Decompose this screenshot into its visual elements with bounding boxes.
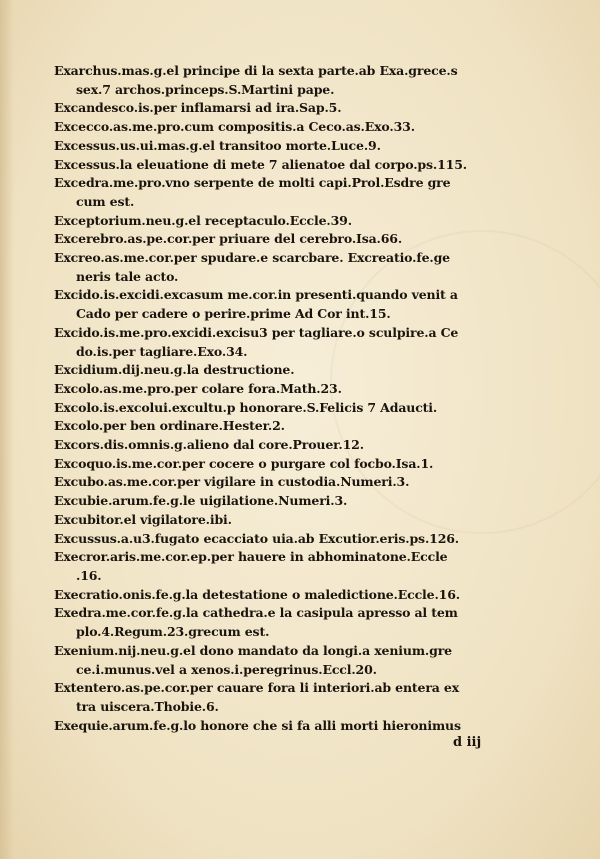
dictionary-entry-line: Excreo.as.me.cor.per spudare.e scarcbare. Excreatio.fe.ge (54, 250, 450, 266)
entry-continuation-line: neris tale acto. (76, 268, 179, 284)
entry-continuation-line: tra uiscera.Thobie.6. (76, 698, 219, 714)
dictionary-entry-line: Excors.dis.omnis.g.alieno dal core.Prouer.12. (54, 437, 364, 453)
dictionary-entry-line: Excecco.as.me.pro.cum compositis.a Ceco.as.Exo.33. (54, 119, 415, 135)
dictionary-entry-line: Extentero.as.pe.cor.per cauare fora li interiori.ab entera ex (54, 680, 460, 696)
dictionary-text-block (54, 62, 502, 735)
page-edge-stain (0, 0, 14, 859)
entry-continuation-line: cum est. (76, 193, 135, 209)
dictionary-entry-line: Execratio.onis.fe.g.la detestatione o maledictione.Eccle.16. (54, 586, 460, 602)
dictionary-entry-line: Excussus.a.u3.fugato ecacciato uia.ab Excutior.eris.ps.126. (54, 530, 459, 546)
dictionary-entry-line: Excolo.as.me.pro.per colare fora.Math.23. (54, 380, 342, 396)
dictionary-entry-line: Excedra.me.pro.vno serpente de molti capi.Prol.Esdre gre (54, 175, 451, 191)
dictionary-entry-line: Excolo.per ben ordinare.Hester.2. (54, 418, 285, 434)
entry-continuation-line: plo.4.Regum.23.grecum est. (76, 624, 270, 640)
dictionary-entry-line: Excoquo.is.me.cor.per cocere o purgare col focbo.Isa.1. (54, 455, 434, 471)
dictionary-entry-line: Excolo.is.excolui.excultu.p honorare.S.Felicis 7 Adaucti. (54, 399, 438, 415)
entry-continuation-line: Cado per cadere o perire.prime Ad Cor int.15. (76, 306, 391, 322)
dictionary-entry-line: Excubo.as.me.cor.per vigilare in custodia.Numeri.3. (54, 474, 410, 490)
dictionary-entry-line: Excandesco.is.per inflamarsi ad ira.Sap.5. (54, 100, 342, 116)
entry-continuation-line: .16. (76, 567, 102, 583)
dictionary-entry-line: Excessus.us.ui.mas.g.el transitoo morte.Luce.9. (54, 137, 381, 153)
dictionary-entry-line: Excerebro.as.pe.cor.per priuare del cerebro.Isa.66. (54, 231, 403, 247)
dictionary-entry-line: Excubitor.el vigilatore.ibi. (54, 511, 232, 527)
entry-continuation-line: sex.7 archos.princeps.S.Martini pape. (76, 81, 335, 97)
dictionary-entry-line: Exenium.nij.neu.g.el dono mandato da longi.a xenium.gre (54, 642, 452, 658)
dictionary-entry-line: Exedra.me.cor.fe.g.la cathedra.e la casipula apresso al tem (54, 605, 458, 621)
dictionary-entry-line: Execror.aris.me.cor.ep.per hauere in abhominatone.Eccle (54, 549, 448, 565)
signature-mark: d iij (453, 735, 482, 750)
dictionary-entry-line: Excubie.arum.fe.g.le uigilatione.Numeri.3. (54, 493, 348, 509)
dictionary-entry-line: Exceptorium.neu.g.el receptaculo.Eccle.39. (54, 212, 352, 228)
dictionary-entry-line: Excessus.la eleuatione di mete 7 alienatoe dal corpo.ps.115. (54, 156, 467, 172)
dictionary-entry-line: Excido.is.me.pro.excidi.excisu3 per tagliare.o sculpire.a Ce (54, 324, 459, 340)
dictionary-entry-line: Excido.is.excidi.excasum me.cor.in presenti.quando venit a (54, 287, 458, 303)
dictionary-entry-line: Exequie.arum.fe.g.lo honore che si fa alli morti hieronimus (54, 717, 461, 733)
dictionary-entry-line: Exarchus.mas.g.el principe di la sexta parte.ab Exa.grece.s (54, 63, 458, 78)
dictionary-entry-line: Excidium.dij.neu.g.la destructione. (54, 362, 295, 378)
entry-continuation-line: ce.i.munus.vel a xenos.i.peregrinus.Eccl.20. (76, 661, 377, 677)
entry-continuation-line: do.is.per tagliare.Exo.34. (76, 343, 248, 359)
